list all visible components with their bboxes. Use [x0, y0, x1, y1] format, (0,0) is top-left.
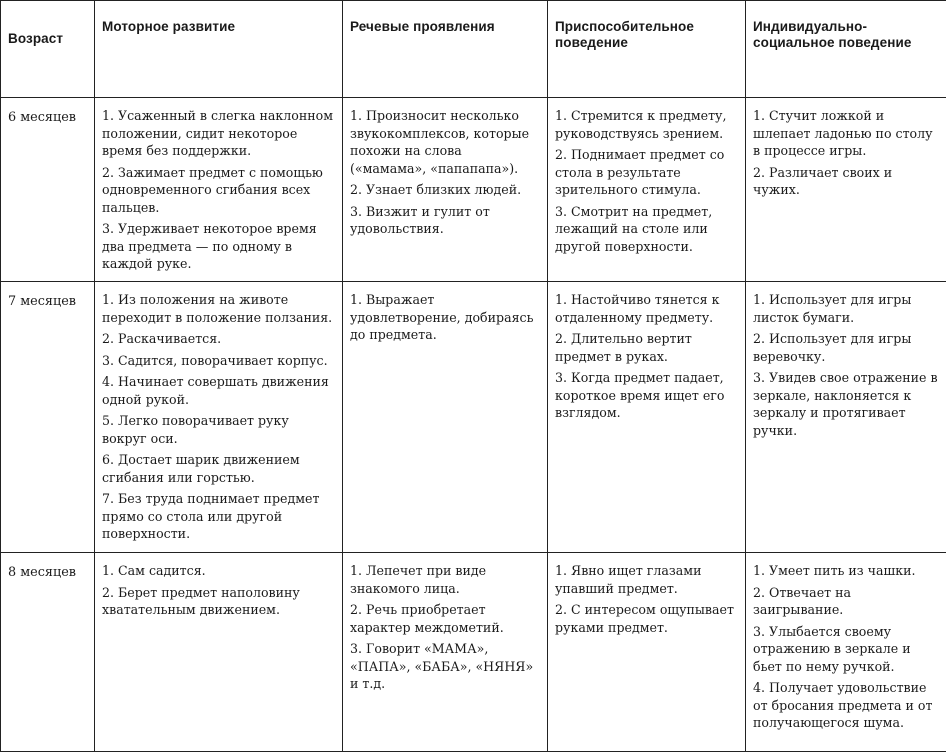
- social-cell: [746, 553, 946, 752]
- speech-cell: [343, 98, 548, 282]
- motor-cell: [95, 553, 343, 752]
- list-item: 2. Раскачивается.: [102, 330, 337, 348]
- list-item: 3. Смотрит на предмет, лежащий на столе или другой поверхности.: [555, 203, 740, 256]
- list-item: 1. Явно ищет глазами упавший предмет.: [555, 562, 740, 597]
- age-cell: 8 месяцев: [1, 553, 95, 752]
- adaptive-cell: [548, 98, 746, 282]
- header-speech: Речевые проявления: [343, 1, 548, 98]
- speech-cell: [343, 553, 548, 752]
- header-adaptive: Приспособительное поведение: [548, 1, 746, 98]
- header-social: Индивидуально-социальное поведение: [746, 1, 946, 98]
- list-item: 1. Умеет пить из чашки.: [753, 562, 941, 580]
- table-row: [1, 553, 946, 752]
- list-item: 3. Когда предмет падает, короткое время ищет его взглядом.: [555, 369, 740, 422]
- list-item: 2. С интересом ощупывает руками предмет.: [555, 601, 740, 636]
- header-motor: Моторное развитие: [95, 1, 343, 98]
- age-cell: 6 месяцев: [1, 98, 95, 282]
- list-item: 3. Увидев свое отражение в зеркале, наклоняется к зеркалу и протягивает ручки.: [753, 369, 941, 439]
- list-item: 1. Усаженный в слегка наклонном положении, сидит некоторое время без поддержки.: [102, 107, 337, 160]
- list-item: 3. Улыбается своему отражению в зеркале и бьет по нему ручкой.: [753, 623, 941, 676]
- list-item: 3. Говорит «МАМА», «ПАПА», «БАБА», «НЯНЯ» и т.д.: [350, 640, 542, 693]
- list-item: 1. Стучит ложкой и шлепает ладонью по столу в процессе игры.: [753, 107, 941, 160]
- list-item: 2. Речь приобретает характер междометий.: [350, 601, 542, 636]
- list-item: 1. Настойчиво тянется к отдаленному предмету.: [555, 291, 740, 326]
- list-item: 1. Сам садится.: [102, 562, 337, 580]
- adaptive-cell: [548, 553, 746, 752]
- header-row: [1, 1, 946, 98]
- list-item: 1. Использует для игры листок бумаги.: [753, 291, 941, 326]
- social-cell: [746, 282, 946, 553]
- list-item: 2. Отвечает на заигрывание.: [753, 584, 941, 619]
- table-row: [1, 98, 946, 282]
- list-item: 3. Садится, поворачивает корпус.: [102, 352, 337, 370]
- list-item: 1. Произносит несколько звукокомплексов, которые похожи на слова («мамама», «папапапа»).: [350, 107, 542, 177]
- list-item: 3. Визжит и гулит от удовольствия.: [350, 203, 542, 238]
- motor-cell: [95, 98, 343, 282]
- list-item: 5. Легко поворачивает руку вокруг оси.: [102, 412, 337, 447]
- motor-cell: [95, 282, 343, 553]
- list-item: 2. Различает своих и чужих.: [753, 164, 941, 199]
- list-item: 2. Использует для игры веревочку.: [753, 330, 941, 365]
- list-item: 2. Длительно вертит предмет в руках.: [555, 330, 740, 365]
- social-cell: [746, 98, 946, 282]
- list-item: 1. Стремится к предмету, руководствуясь зрением.: [555, 107, 740, 142]
- list-item: 7. Без труда поднимает предмет прямо со стола или другой поверхности.: [102, 490, 337, 543]
- list-item: 1. Из положения на животе переходит в положение ползания.: [102, 291, 337, 326]
- list-item: 2. Узнает близких людей.: [350, 181, 542, 199]
- list-item: 4. Получает удовольствие от бросания предмета и от получающегося шума.: [753, 679, 941, 732]
- age-cell: 7 месяцев: [1, 282, 95, 553]
- list-item: 6. Достает шарик движением сгибания или горстью.: [102, 451, 337, 486]
- table-row: [1, 282, 946, 553]
- list-item: 1. Лепечет при виде знакомого лица.: [350, 562, 542, 597]
- list-item: 2. Берет предмет наполовину хватательным движением.: [102, 584, 337, 619]
- list-item: 4. Начинает совершать движения одной рукой.: [102, 373, 337, 408]
- list-item: 2. Зажимает предмет с помощью одновременного сгибания всех пальцев.: [102, 164, 337, 217]
- adaptive-cell: [548, 282, 746, 553]
- list-item: 3. Удерживает некоторое время два предмета — по одному в каждой руке.: [102, 220, 337, 273]
- list-item: 1. Выражает удовлетворение, добираясь до предмета.: [350, 291, 542, 344]
- header-age: Возраст: [1, 1, 95, 98]
- list-item: 2. Поднимает предмет со стола в результате зрительного стимула.: [555, 146, 740, 199]
- speech-cell: [343, 282, 548, 553]
